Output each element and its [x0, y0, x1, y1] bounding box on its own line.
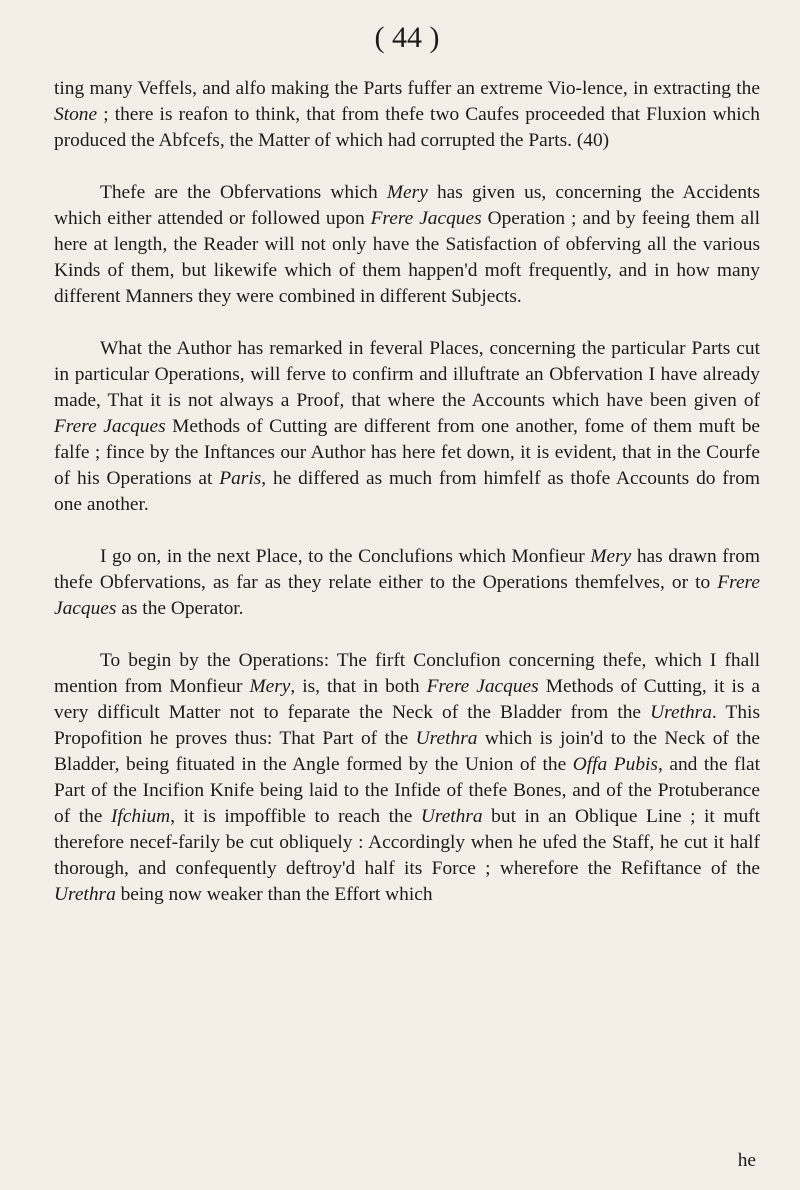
italic-text: Offa Pubis	[572, 754, 658, 775]
italic-text: Urethra	[650, 702, 712, 723]
text-run: Operation ; and by feeing them all here at length, the Reader will not only have the Satisfaction of obferving all the various Kinds of them, but likewife which of them happen'd moft frequently, and in how many different Manners they were combined in different Subjects.	[54, 208, 761, 307]
italic-text: Mery	[590, 546, 632, 567]
text-run: being now weaker than the Effort which	[115, 884, 433, 905]
italic-text: Mery	[249, 676, 291, 697]
text-run: I go on, in the next Place, to the Conclufions which Monfieur	[100, 546, 591, 567]
italic-text: Urethra	[54, 884, 116, 905]
paragraph	[54, 180, 760, 310]
text-run: has given us, concerning the Accidents which either attended or followed upon	[54, 182, 760, 229]
text-run: . This Propofition he proves thus: That Part of the	[54, 702, 760, 749]
italic-text: Urethra	[415, 728, 478, 749]
italic-text: Urethra	[420, 806, 483, 827]
body-text	[54, 76, 760, 908]
italic-text: Frere Jacques	[426, 676, 539, 697]
text-run: Methods of Cutting, it is a very difficult Matter not to feparate the Neck of the Bladder from the	[54, 676, 760, 723]
text-run: Methods of Cutting are different from one another, fome of them muft be falfe ; fince by the Inftances our Author has here fet down, it is evident, that in the Courfe of his Operations at	[54, 416, 761, 489]
italic-text: Mery	[386, 182, 428, 203]
text-run: Thefe are the Obfervations which	[100, 182, 387, 203]
text-run: , it is impoffible to reach the	[170, 806, 421, 827]
italic-text: Ifchium	[110, 806, 171, 827]
italic-text: Frere Jacques	[54, 416, 166, 437]
page-number: ( 44 )	[374, 21, 440, 54]
text-run: which is join'd to the Neck of the Bladder, being fituated in the Angle formed by the Union of the	[54, 728, 760, 775]
text-run: , and the flat Part of the Incifion Knife being laid to the Infide of thefe Bones, and of the Protuberance of the	[54, 754, 760, 827]
italic-text: Paris	[219, 468, 262, 489]
text-run: What the Author has remarked in feveral Places, concerning the particular Parts cut in particular Operations, will ferve to confirm and illuftrate an Obfervation I have already made, That it is not always a Proof, that where the Accounts which have been given of	[54, 338, 760, 411]
text-run: ting many Veffels, and alfo making the Parts fuffer an extreme Vio-lence, in extracting the	[54, 78, 760, 99]
paragraph	[54, 648, 760, 908]
paragraph	[54, 336, 760, 518]
italic-text: Stone	[54, 104, 98, 125]
italic-text: Frere Jacques	[370, 208, 482, 229]
text-run: , he differed as much from himfelf as thofe Accounts do from one another.	[54, 468, 760, 515]
text-run: , is, that in both	[290, 676, 427, 697]
paragraph	[54, 544, 760, 622]
paragraph	[54, 76, 760, 154]
catchword: he	[737, 1150, 756, 1171]
text-run: as the Operator.	[116, 598, 244, 619]
text-run: but in an Oblique Line ; it muft therefore necef-farily be cut obliquely : Accordingly when he ufed the Staff, he cut it half thorough, and confequently deftroy'd half its Force ; wherefore the Refiftance of the	[54, 806, 760, 879]
text-run: ; there is reafon to think, that from thefe two Caufes proceeded that Fluxion which produced the Abfcefs, the Matter of which had corrupted the Parts. (40)	[54, 104, 760, 151]
italic-text: Frere Jacques	[54, 572, 760, 619]
text-run: has drawn from thefe Obfervations, as far as they relate either to the Operations themfelves, or to	[54, 546, 760, 593]
text-run: To begin by the Operations: The firft Conclufion concerning thefe, which I fhall mention from Monfieur	[54, 650, 760, 697]
